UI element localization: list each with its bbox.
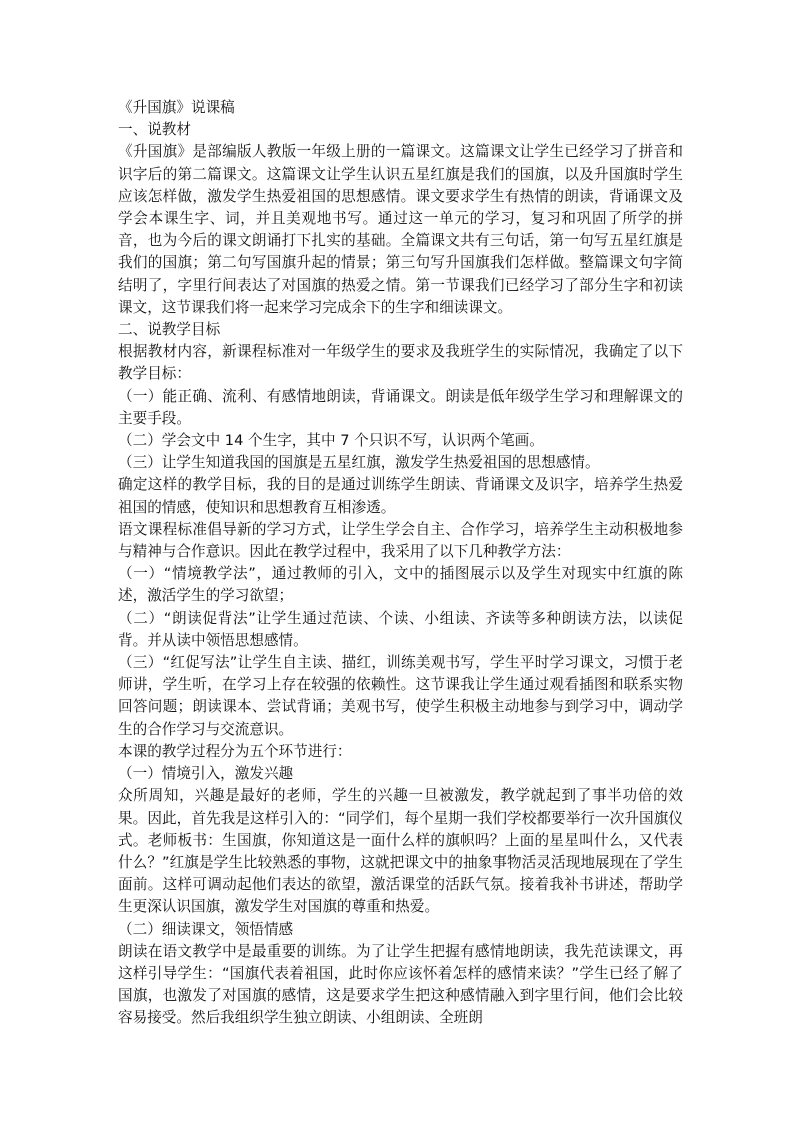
paragraph-goals-purpose: 确定这样的教学目标，我的目的是通过训练学生朗读、背诵课文及识字，培养学生热爱祖国的情感，使知识和思想教育互相渗透。	[118, 476, 683, 516]
process-step-2-body: 朗读在语文教学中是最重要的训练。为了让学生把握有感情地朗读，我先范读课文，再这样引导学生：“国旗代表着祖国，此时你应该怀着怎样的感情来读？”学生已经了解了国旗，也激发了对国旗的感情，这是要求学生把这种感情融入到字里行间，他们会比较容易接受。然后我组织学生独立朗读、小组朗读、全班朗	[118, 942, 683, 1027]
document-title: 《升国旗》说课稿	[118, 99, 235, 116]
goal-item-3: （三）让学生知道我国的国旗是五星红旗，激发学生热爱祖国的思想感情。	[118, 454, 600, 472]
goal-item-2: （二）学会文中 14 个生字，其中 7 个只识不写，认识两个笔画。	[118, 432, 544, 450]
paragraph-process-intro: 本课的教学过程分为五个环节进行：	[118, 742, 352, 760]
method-item-2: （二）“朗读促背法”让学生通过范读、个读、小组读、齐读等多种朗读方法，以读促背。并从读中领悟思想感情。	[118, 609, 683, 649]
heading-teaching-goals: 二、说教学目标	[118, 321, 221, 339]
heading-textbook: 一、说教材	[118, 121, 191, 139]
goal-item-1: （一）能正确、流利、有感情地朗读，背诵课文。朗读是低年级学生学习和理解课文的主要手段。	[118, 387, 683, 427]
paragraph-textbook-intro: 《升国旗》是部编版人教版一年级上册的一篇课文。这篇课文让学生已经学习了拼音和识字后的第二篇课文。这篇课文让学生认识五星红旗是我们的国旗，以及升国旗时学生应该怎样做，激发学生热爱祖国的思想感情。课文要求学生有热情的朗读，背诵课文及学会本课生字、词，并且美观地书写。通过这一单元的学习，复习和巩固了所学的拼音，也为今后的课文朗诵打下扎实的基础。全篇课文共有三句话，第一句写五星红旗是我们的国旗；第二句写国旗升起的情景；第三句写升国旗我们怎样做。整篇课文句字简结明了，字里行间表达了对国旗的热爱之情。第一节课我们已经学习了部分生字和初读课文，这节课我们将一起来学习完成余下的生字和细读课文。	[118, 143, 683, 316]
method-item-1: （一）“情境教学法”，通过教师的引入，文中的插图展示以及学生对现实中红旗的陈述，激活学生的学习欲望；	[118, 565, 683, 605]
paragraph-goals-intro: 根据教材内容，新课程标准对一年级学生的要求及我班学生的实际情况，我确定了以下教学目标：	[118, 343, 683, 383]
document-page	[118, 97, 683, 1030]
process-step-1-heading: （一）情境引入，激发兴趣	[118, 765, 294, 783]
process-step-2-heading: （二）细读课文，领悟情感	[118, 920, 294, 938]
paragraph-methods-intro: 语文课程标准倡导新的学习方式，让学生学会自主、合作学习，培养学生主动积极地参与精神与合作意识。因此在教学过程中，我采用了以下几种教学方法：	[118, 520, 683, 561]
method-item-3: （三）“红促写法”让学生自主读、描红，训练美观书写，学生平时学习课文，习惯于老师讲，学生听，在学习上存在较强的依赖性。这节课我让学生通过观看插图和联系实物回答问题；朗读课本、尝试背诵；美观书写，使学生积极主动地参与到学习中，调动学生的合作学习与交流意识。	[118, 654, 683, 738]
process-step-1-body: 众所周知，兴趣是最好的老师，学生的兴趣一旦被激发，教学就起到了事半功倍的效果。因此，首先我是这样引入的：“同学们，每个星期一我们学校都要举行一次升国旗仪式。老师板书：生国旗，你知道这是一面什么样的旗帜吗？上面的星星叫什么，又代表什么？”红旗是学生比较熟悉的事物，这就把课文中的抽象事物活灵活现地展现在了学生面前。这样可调动起他们表达的欲望，激活课堂的活跃气氛。接着我补书讲述，帮助学生更深认识国旗，激发学生对国旗的尊重和热爱。	[118, 787, 683, 916]
